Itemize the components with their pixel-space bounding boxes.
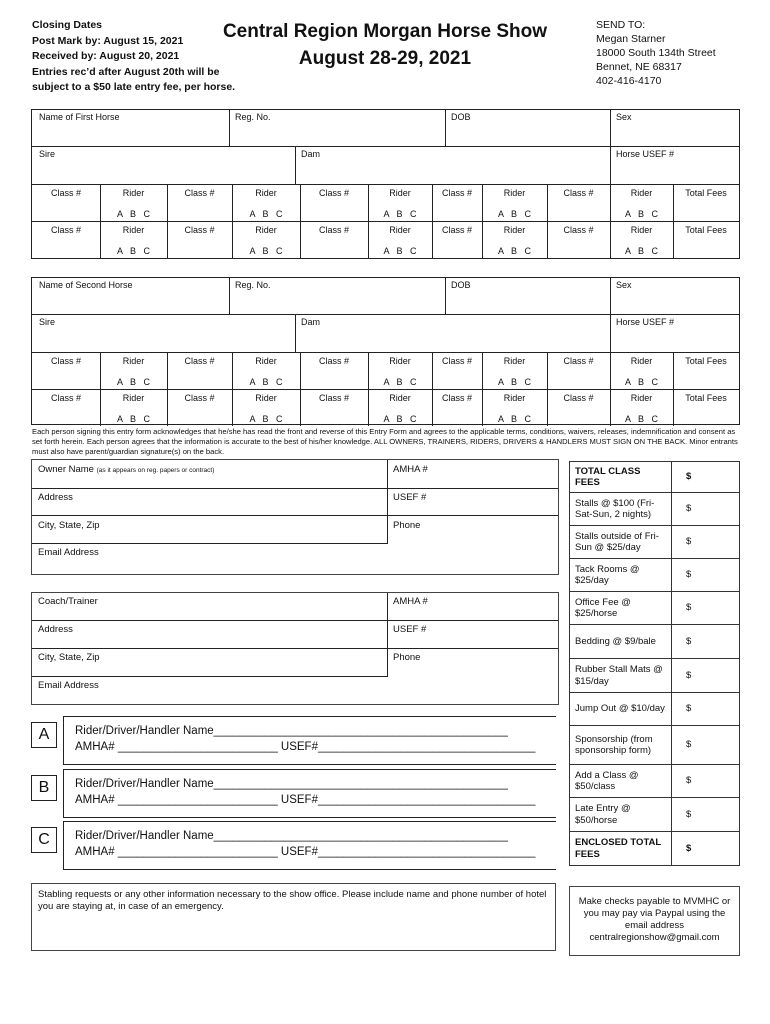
grid-rule [32,184,739,185]
rider-a-name-line[interactable]: Rider/Driver/Handler Name______________________________________________ [75,725,508,737]
second-horse-rider-1-3[interactable]: Rider [389,356,411,366]
owner-city-field[interactable]: City, State, Zip [38,520,100,531]
fee-label: Jump Out @ $10/day [570,693,672,726]
fee-amount-field[interactable]: $ [672,493,740,526]
fee-row [570,726,740,765]
grid-rule [32,314,739,315]
fee-amount-field[interactable]: $ [672,592,740,625]
postmark-date: Post Mark by: August 15, 2021 [32,34,184,47]
second-horse-rider-1-2-abc[interactable]: A B C [249,377,283,387]
grid-rule [295,146,296,184]
fee-label: Sponsorship (from sponsorship form) [570,726,672,765]
second-horse-rider-2-5[interactable]: Rider [630,393,653,403]
first-horse-rider-1-1-abc[interactable]: A B C [116,209,150,219]
rider-c-id-line[interactable]: AMHA# _________________________ USEF#__________________________________ [75,846,536,858]
grid-rule [167,184,168,258]
fee-row [570,592,740,625]
late-notice-1: Entries rec’d after August 20th will be [32,65,220,78]
show-title-block [220,18,550,72]
fee-label: ENCLOSED TOTAL FEES [570,832,672,866]
late-notice-2: subject to a $50 late entry fee, per horse. [32,81,236,93]
rider-a-id-line[interactable]: AMHA# _________________________ USEF#__________________________________ [75,741,536,753]
second-horse-rider-1-1[interactable]: Rider [122,356,145,366]
coach-phone-field[interactable]: Phone [393,652,421,663]
second-horse-usef-field[interactable]: Horse USEF # [616,317,675,327]
received-date: Received by: August 20, 2021 [32,50,180,62]
send-to-city: Bennet, NE 68317 [596,61,682,73]
fee-amount-field[interactable]: $ [672,462,740,493]
acknowledgement-text: Each person signing this entry form acknowledges that he/she has read the front and reverse of this Entry Form and agrees to the applicable terms, conditions, waivers, releases, indemnification and consent as set forth herein. Each person agrees that the information is accurate to the best of his/her knowledge. ALL OWNERS, TRAINERS, RIDERS, DRIVERS & HANDLERS MUST SIGN ON THE BACK. Minor entrants must also have parent/guardian signature(s) on the back. [32,427,738,456]
closing-dates-label: Closing Dates [32,19,103,31]
fee-label: Add a Class @ $50/class [570,765,672,798]
second-horse-rider-1-5[interactable]: Rider [630,356,653,366]
second-horse-class-1-4[interactable]: Class # [441,356,472,366]
second-horse-rider-2-3-abc[interactable]: A B C [383,414,417,424]
fee-row [570,493,740,526]
rider-c-letter: C [31,827,57,853]
second-horse-rider-1-3-abc[interactable]: A B C [383,377,417,387]
coach-usef-field[interactable]: USEF # [393,624,427,635]
second-horse-reg-no-field[interactable]: Reg. No. [235,280,271,290]
grid-rule [100,352,101,426]
grid-rule [610,278,611,352]
grid-rule [32,389,739,390]
second-horse-rider-2-5-abc[interactable]: A B C [624,414,658,424]
grid-rule [368,184,369,258]
stabling-requests-box[interactable] [31,883,556,951]
stabling-instructions: Stabling requests or any other information necessary to the show office. Please include name and phone number of hotel you are staying at, in case of an emergency. [38,889,547,912]
first-horse-total-fees-1[interactable]: Total Fees [685,188,727,198]
fee-label: Late Entry @ $50/horse [570,798,672,832]
rider-b-letter: B [31,775,57,801]
first-horse-usef-field[interactable]: Horse USEF # [616,149,675,159]
second-horse-name-field[interactable]: Name of Second Horse [39,280,133,290]
first-horse-rider-1-4[interactable]: Rider [503,188,526,198]
grid-rule [232,184,233,258]
second-horse-rider-1-5-abc[interactable]: A B C [624,377,658,387]
grid-rule [229,110,230,146]
first-horse-class-2-2[interactable]: Class # [184,225,215,235]
first-horse-class-1-4[interactable]: Class # [441,188,472,198]
rider-a-letter: A [31,722,57,748]
send-to-phone: 402-416-4170 [596,75,662,87]
first-horse-dam-field[interactable]: Dam [301,149,321,159]
grid-rule [445,278,446,314]
second-horse-rider-2-4-abc[interactable]: A B C [497,414,531,424]
second-horse-class-2-1[interactable]: Class # [50,393,81,403]
grid-rule [445,110,446,146]
first-horse-class-1-5[interactable]: Class # [563,188,594,198]
fee-label: Office Fee @ $25/horse [570,592,672,625]
coach-email-field[interactable]: Email Address [38,680,99,691]
first-horse-name-field[interactable]: Name of First Horse [39,112,120,122]
coach-info-box [31,592,559,705]
grid-rule [229,278,230,314]
second-horse-rider-2-1[interactable]: Rider [122,393,145,403]
fee-amount-field[interactable]: $ [672,726,740,765]
payment-note: Make checks payable to MVMHC or you may pay via Paypal using the email address centralregionshow@gmail.com [569,886,740,956]
fee-row [570,765,740,798]
second-horse-rider-1-4[interactable]: Rider [503,356,526,366]
second-horse-total-fees-2[interactable]: Total Fees [685,393,727,403]
first-horse-sire-field[interactable]: Sire [39,149,56,159]
grid-rule [673,352,674,426]
second-horse-rider-1-1-abc[interactable]: A B C [116,377,150,387]
owner-usef-field[interactable]: USEF # [393,492,427,503]
show-dates: August 28-29, 2021 [298,48,472,69]
grid-rule [100,184,101,258]
first-horse-class-2-5[interactable]: Class # [563,225,594,235]
first-horse-class-2-1[interactable]: Class # [50,225,81,235]
grid-rule [300,352,301,426]
rider-b-name-line[interactable]: Rider/Driver/Handler Name______________________________________________ [75,778,508,790]
grid-rule [300,184,301,258]
first-horse-rider-2-3[interactable]: Rider [389,225,411,235]
fee-amount-field[interactable]: $ [672,559,740,592]
fee-amount-field[interactable]: $ [672,526,740,559]
first-horse-dob-field[interactable]: DOB [451,112,471,122]
owner-info-box [31,459,559,575]
fee-amount-field[interactable]: $ [672,659,740,693]
second-horse-sire-field[interactable]: Sire [39,317,56,327]
owner-amha-field[interactable]: AMHA # [393,464,428,475]
fee-row [570,559,740,592]
second-horse-rider-1-4-abc[interactable]: A B C [497,377,531,387]
coach-amha-field[interactable]: AMHA # [393,596,428,607]
fee-row [570,462,740,493]
fee-label: Stalls @ $100 (Fri-Sat-Sun, 2 nights) [570,493,672,526]
first-horse-rider-2-4-abc[interactable]: A B C [497,246,531,256]
fee-amount-field[interactable]: $ [672,798,740,832]
second-horse-class-2-3[interactable]: Class # [318,393,349,403]
owner-phone-field[interactable]: Phone [393,520,421,531]
second-horse-rider-2-2-abc[interactable]: A B C [249,414,283,424]
fee-label: Bedding @ $9/bale [570,625,672,659]
owner-address-field[interactable]: Address [38,492,73,503]
first-horse-rider-2-1-abc[interactable]: A B C [116,246,150,256]
coach-address-field[interactable]: Address [38,624,73,635]
second-horse-total-fees-1[interactable]: Total Fees [685,356,727,366]
first-horse-class-1-3[interactable]: Class # [318,188,349,198]
grid-rule [368,352,369,426]
second-horse-rider-2-1-abc[interactable]: A B C [116,414,150,424]
fee-row [570,625,740,659]
second-horse-class-2-2[interactable]: Class # [184,393,215,403]
first-horse-rider-1-2[interactable]: Rider [255,188,277,198]
show-title: Central Region Morgan Horse Show [222,21,548,42]
second-horse-rider-2-3[interactable]: Rider [389,393,411,403]
second-horse-grid [31,277,740,425]
coach-name-field[interactable]: Coach/Trainer [38,596,98,607]
send-to-label: SEND TO: [596,19,646,31]
first-horse-rider-2-4[interactable]: Rider [503,225,526,235]
owner-email-field[interactable]: Email Address [38,547,99,558]
second-horse-dam-field[interactable]: Dam [301,317,321,327]
fee-label: Stalls outside of Fri-Sun @ $25/day [570,526,672,559]
second-horse-class-2-4[interactable]: Class # [441,393,472,403]
fee-amount-field[interactable]: $ [672,625,740,659]
rider-b-id-line[interactable]: AMHA# _________________________ USEF#__________________________________ [75,794,536,806]
second-horse-rider-1-2[interactable]: Rider [255,356,277,366]
grid-rule [32,352,739,353]
owner-name-field[interactable]: Owner Name (as it appears on reg. papers or contract) [38,464,215,475]
first-horse-rider-1-5-abc[interactable]: A B C [624,209,658,219]
grid-rule [673,184,674,258]
rider-c-name-line[interactable]: Rider/Driver/Handler Name______________________________________________ [75,830,508,842]
fee-label: Rubber Stall Mats @ $15/day [570,659,672,693]
second-horse-sex-field[interactable]: Sex [616,280,632,290]
first-horse-class-2-4[interactable]: Class # [441,225,472,235]
second-horse-class-1-3[interactable]: Class # [318,356,349,366]
first-horse-rider-1-5[interactable]: Rider [630,188,653,198]
coach-city-field[interactable]: City, State, Zip [38,652,100,663]
first-horse-rider-1-1[interactable]: Rider [122,188,145,198]
first-horse-total-fees-2[interactable]: Total Fees [685,225,727,235]
second-horse-class-1-5[interactable]: Class # [563,356,594,366]
first-horse-rider-1-2-abc[interactable]: A B C [249,209,283,219]
send-to-block [596,18,716,88]
second-horse-dob-field[interactable]: DOB [451,280,471,290]
first-horse-rider-2-2[interactable]: Rider [255,225,277,235]
fee-amount-field[interactable]: $ [672,693,740,726]
first-horse-rider-2-1[interactable]: Rider [122,225,145,235]
fee-row [570,693,740,726]
fee-amount-field[interactable]: $ [672,832,740,866]
first-horse-rider-2-5[interactable]: Rider [630,225,653,235]
first-horse-rider-2-2-abc[interactable]: A B C [249,246,283,256]
second-horse-class-1-2[interactable]: Class # [184,356,215,366]
fee-label: TOTAL CLASS FEES [570,462,672,493]
first-horse-class-1-2[interactable]: Class # [184,188,215,198]
first-horse-class-2-3[interactable]: Class # [318,225,349,235]
first-horse-rider-1-3-abc[interactable]: A B C [383,209,417,219]
send-to-name: Megan Starner [596,33,666,45]
grid-rule [295,314,296,352]
fee-amount-field[interactable]: $ [672,765,740,798]
first-horse-rider-2-3-abc[interactable]: A B C [383,246,417,256]
closing-dates-block [32,18,235,96]
second-horse-rider-2-2[interactable]: Rider [255,393,277,403]
send-to-street: 18000 South 134th Street [596,47,716,59]
first-horse-rider-1-3[interactable]: Rider [389,188,411,198]
fee-row [570,798,740,832]
fee-row [570,832,740,866]
first-horse-class-1-1[interactable]: Class # [50,188,81,198]
first-horse-sex-field[interactable]: Sex [616,112,632,122]
fee-row [570,659,740,693]
fee-label: Tack Rooms @ $25/day [570,559,672,592]
first-horse-reg-no-field[interactable]: Reg. No. [235,112,271,122]
first-horse-rider-2-5-abc[interactable]: A B C [624,246,658,256]
first-horse-grid [31,109,740,259]
second-horse-class-2-5[interactable]: Class # [563,393,594,403]
grid-rule [232,352,233,426]
fees-table [569,461,740,866]
second-horse-class-1-1[interactable]: Class # [50,356,81,366]
grid-rule [32,146,739,147]
second-horse-rider-2-4[interactable]: Rider [503,393,526,403]
first-horse-rider-1-4-abc[interactable]: A B C [497,209,531,219]
grid-rule [32,221,739,222]
grid-rule [610,110,611,184]
fee-row [570,526,740,559]
grid-rule [167,352,168,426]
